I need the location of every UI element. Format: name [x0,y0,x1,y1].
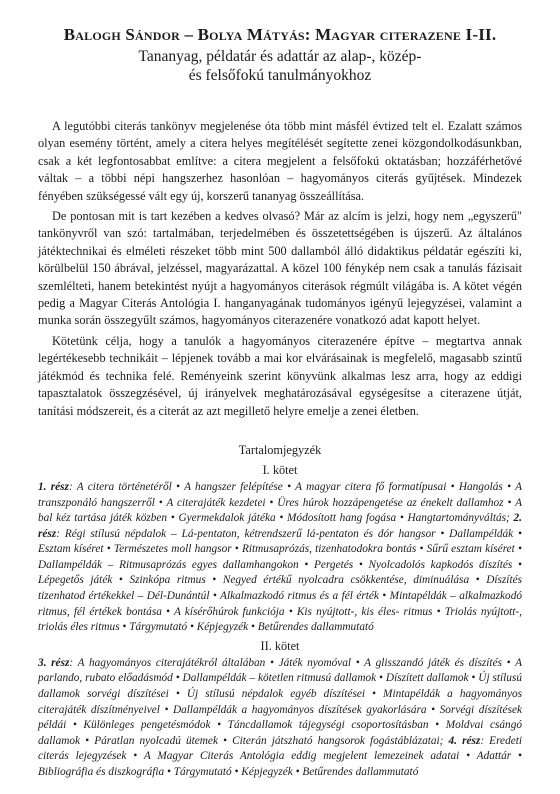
volume-2-heading: II. kötet [260,638,300,653]
document-title: Balogh Sándor – Bolya Mátyás: Magyar citerazene I-II. [63,25,497,44]
toc-heading: Tartalomjegyzék [238,442,322,457]
subtitle-line-1: Tananyag, példatár és adattár az alap-, közép- [138,48,422,65]
part-4-contents: : Eredeti citerás lejegyzések • A Magyar Citerás Antológia eddig megjelent lemezeinek adatai • Adattár • Bibliográfia és diszkográfia • Tárgymutató • Képjegyzék • Betűrendes dallammutató [38,734,523,778]
paragraph-3: Kötetünk célja, hogy a tanulók a hagyományos citerazenére építve – megtartva annak legértékesebb technikáit – lépjenek tovább a mai kor elvárásainak is megfelelő, magasabb szintű játékmód és technika felé. Reményeink szerint könyvünk alkalmas lesz arra, hogy az eddigi tapasztalatok összegzésével, új irányelvek meghatározásával egységesítse a citerazene útját, tanítási módszereit, és a citerát az azt megillető helyre emelje a zenei életben. [38,333,522,418]
volume-1-heading: I. kötet [262,462,298,477]
part-3-label: 3. rész [38,656,70,669]
volume-2-contents [38,656,522,781]
part-4-label: 4. rész [448,734,481,747]
part-2-contents: : Régi stílusú népdalok – Lá-pentaton, kétrendszerű lá-pentaton és dór hangsor • Dallampéldák • Esztam kíséret • Természetes moll hangsor • Ritmusaprózás, tizenhatodokra bontás • Sűrű esztam kíséret • Dallampéldák – Ritmusaprózás egyes dallamhangokon • Pergetés • Nyolcadolós kapkodós díszítés • Lépegetős játék • Szinkópa ritmus • Negyed értékű nyolcadra csökkentése, diminuálása • Díszítés tizenhatod értékekkel – Dél-Dunántúl • Alkalmazkodó ritmus és a fél érték • Mintapéldák – alkalmazkodó ritmus, fél értékek bontása • A kísérőhúrok funkciója • Kis nyújtott-, kis éles- ritmus • Triolás nyújtott-, triolás éles ritmus • Tárgymutató • Képjegyzék • Betűrendes dallammutató [38,527,522,634]
paragraph-1: A legutóbbi citerás tankönyv megjelenése óta több mint másfél évtized telt el. Ezalatt számos olyan esemény történt, amely a citera helyes megítélését segítette zenei közgondolkodásunkban, csak a két legfontosabbat említve: a citera megjelent a felsőfokú oktatásban; hozzáférhetővé váltak – a többi népi hangszerhez hasonlóan – hagyományos citerás gyűjtések. Mindezek fényében szükségessé vált egy új, korszerű tananyag összeállítása. [38,119,522,203]
part-1-label: 1. rész [38,480,69,493]
part-3-contents: : A hagyományos citerajátékról általában • Játék nyomóval • A glisszandó játék és díszítés • A parlando, rubato előadásmód • Dallampéldák – kötetlen ritmusú dallamok • Díszített dallamok • Új stílusú dallamok sorvégi díszítései • Új stílusú népdalok egyéb díszítései • Mintapéldák a hagyományos citerajáték díszítményeivel • Dallampéldák a hagyományos díszítések gyakorlására • Sorvégi díszítések példái • Különleges pengetésmódok • Táncdallamok tájegységi csoportosításban • Moldvai csángó dallamok • Páratlan nyolcadú ütemek • Citerán játszható hangsorok fogástáblázatai; [38,656,522,747]
part-1-contents: : A citera történetéről • A hangszer felépítése • A magyar citera fő formatípusai • Hangolás • A transzponáló hangszerről • A citerajáték kezdetei • Üres húrok hozzápengetése az énekelt dallamhoz • A bal kéz tartása játék közben • Gyermekdalok játéka • Módosított hang fogása • Hangtartományváltás; [38,480,522,525]
paragraph-2: De pontosan mit is tart kezében a kedves olvasó? Már az alcím is jelzi, hogy nem „egyszerű" tankönyvről van szó: tartalmában, terjedelmében és összetettségében is újszerű. Az általános játéktechnikai és elméleti részeket több mint 500 dallamból álló didaktikus példatár egészíti ki, körülbelül 150 ábrával, jelzéssel, magyarázattal. A közel 100 fénykép nem csak a tanulás fázisait szemlélteti, hanem betekintést nyújt a hagyományos citerások régmúlt világába is. A kötet végén pedig a Magyar Citerás Antológia I. hanganyagának tudományos igényű lejegyzései, valamint a munka során összegyűlt számos, hagyományos citerazenére vonatkozó adat kapott helyet. [38,209,522,328]
body-text [38,118,522,420]
document-subtitle [38,47,522,85]
table-of-contents [38,442,522,781]
subtitle-line-2: és felsőfokú tanulmányokhoz [188,67,372,84]
volume-1-contents [38,480,522,636]
part-2-label: 2. rész [38,512,522,540]
